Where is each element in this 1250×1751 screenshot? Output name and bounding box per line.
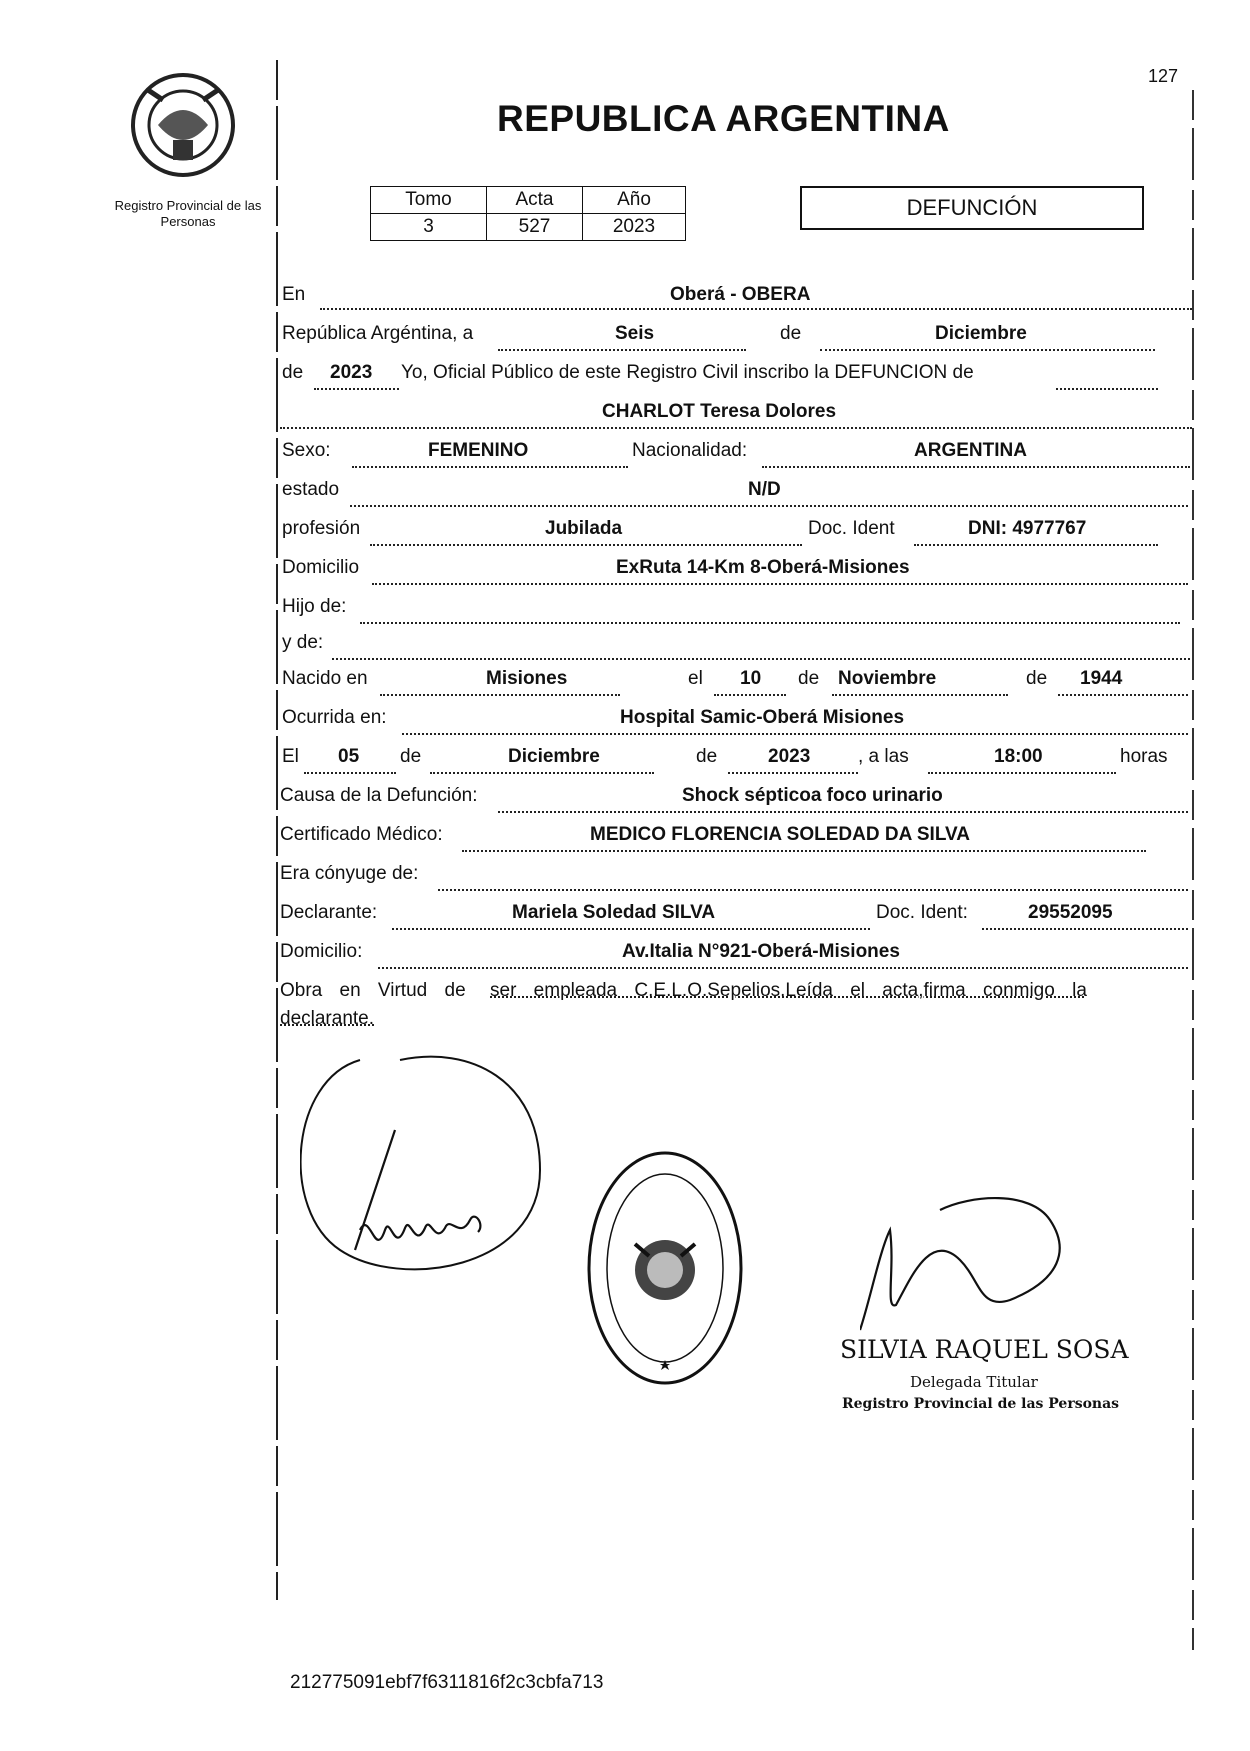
- dotted-line: [280, 427, 1192, 429]
- row-obra: [280, 980, 1180, 1040]
- provincial-coat-of-arms-logo: [128, 70, 238, 180]
- birth-year: 1944: [1080, 668, 1123, 689]
- obra-text: ser empleada C.E.L.O.Sepelios.Leída el acta,firma conmigo la: [490, 980, 1087, 1001]
- de-label: de: [1026, 668, 1048, 689]
- official-title: Delegada Titular: [910, 1373, 1038, 1391]
- nacionalidad-label: Nacionalidad:: [632, 440, 748, 461]
- dotted-line: [378, 967, 1188, 969]
- row-declarante: [280, 902, 1180, 932]
- birth-month: Noviembre: [838, 668, 937, 689]
- nacionalidad-value: ARGENTINA: [914, 440, 1027, 461]
- doc-label: Doc. Ident: [808, 518, 895, 539]
- profesion-value: Jubilada: [545, 518, 623, 539]
- right-margin-line: [1192, 90, 1194, 1650]
- official-name: SILVIA RAQUEL SOSA: [840, 1335, 1129, 1364]
- dotted-line: [832, 694, 1008, 696]
- row-domicilio-declarante: [280, 941, 1180, 971]
- dotted-line: [350, 505, 1188, 507]
- dotted-line: [332, 658, 1190, 660]
- dotted-line: [314, 388, 399, 390]
- dotted-line: [762, 466, 1190, 468]
- obra-label: Obra en Virtud de: [280, 980, 466, 1001]
- row-death-date: [280, 746, 1180, 776]
- republica-label: República Argéntina, a: [282, 323, 474, 344]
- certificado-value: MEDICO FLORENCIA SOLEDAD DA SILVA: [590, 824, 970, 845]
- dotted-line: [402, 733, 1188, 735]
- registry-header-ano: Año: [583, 187, 686, 214]
- row-declaration: [280, 362, 1180, 392]
- dotted-line: [928, 772, 1116, 774]
- row-birth: [280, 668, 1180, 698]
- hijo-label: Hijo de:: [282, 596, 347, 617]
- row-yde: [280, 632, 1180, 662]
- deceased-name: CHARLOT Teresa Dolores: [602, 401, 837, 422]
- profesion-label: profesión: [282, 518, 361, 539]
- declarante-label: Declarante:: [280, 902, 378, 923]
- domicilio2-label: Domicilio:: [280, 941, 363, 962]
- domicilio2-value: Av.Italia N°921-Oberá-Misiones: [622, 941, 900, 962]
- row-causa: [280, 785, 1180, 815]
- dotted-line: [372, 583, 1188, 585]
- day-word: Seis: [615, 323, 655, 344]
- page-number: 127: [1148, 66, 1179, 86]
- row-certificado: [280, 824, 1180, 854]
- nacido-place: Misiones: [486, 668, 568, 689]
- el-label: el: [688, 668, 703, 689]
- doc2-value: 29552095: [1028, 902, 1113, 923]
- row-profesion: [280, 518, 1180, 548]
- official-signature: [860, 1190, 1120, 1340]
- place-value: Oberá - OBERA: [670, 284, 811, 305]
- org-caption: Registro Provincial de las Personas: [114, 198, 262, 229]
- official-seal: [585, 1148, 745, 1388]
- row-sex: [280, 440, 1180, 470]
- alas-label: , a las: [858, 746, 909, 767]
- ocurrida-value: Hospital Samic-Oberá Misiones: [620, 707, 905, 728]
- de-label: de: [400, 746, 422, 767]
- en-label: En: [282, 284, 306, 305]
- dotted-line: [498, 811, 1188, 813]
- registry-header-tomo: Tomo: [371, 187, 487, 214]
- doc2-label: Doc. Ident:: [876, 902, 968, 923]
- dotted-line: [462, 850, 1146, 852]
- row-ocurrida: [280, 707, 1180, 737]
- certificado-label: Certificado Médico:: [280, 824, 443, 845]
- registry-value-tomo: 3: [371, 214, 487, 241]
- dotted-line: [982, 928, 1188, 930]
- yo-text: Yo, Oficial Público de este Registro Civil inscribo la DEFUNCION de: [401, 362, 974, 383]
- official-org: Registro Provincial de las Personas: [842, 1396, 1120, 1412]
- row-domicilio: [280, 557, 1180, 587]
- domicilio-label: Domicilio: [282, 557, 360, 578]
- de-label: de: [696, 746, 718, 767]
- death-year: 2023: [768, 746, 811, 767]
- dotted-line: [1056, 388, 1158, 390]
- yde-label: y de:: [282, 632, 324, 653]
- dotted-line: [320, 308, 1192, 310]
- dotted-line: [360, 622, 1180, 624]
- registry-value-ano: 2023: [583, 214, 686, 241]
- declarante-value: Mariela Soledad SILVA: [512, 902, 716, 923]
- death-time: 18:00: [994, 746, 1043, 767]
- estado-label: estado: [282, 479, 340, 500]
- causa-value: Shock sépticoa foco urinario: [682, 785, 943, 806]
- dotted-line: [820, 349, 1155, 351]
- registry-header-acta: Acta: [487, 187, 583, 214]
- dotted-line: [304, 772, 396, 774]
- row-place: [280, 284, 1180, 314]
- obra-text-2: declarante.: [280, 1008, 375, 1029]
- row-date: [280, 323, 1180, 353]
- doc-value: DNI: 4977767: [968, 518, 1087, 539]
- dotted-line: [370, 544, 802, 546]
- dotted-line: [714, 694, 786, 696]
- sexo-value: FEMENINO: [428, 440, 529, 461]
- horas-label: horas: [1120, 746, 1168, 767]
- death-month: Diciembre: [508, 746, 600, 767]
- de-label: de: [282, 362, 304, 383]
- month-value: Diciembre: [935, 323, 1027, 344]
- document-type-box: DEFUNCIÓN: [800, 186, 1144, 230]
- de-label: de: [780, 323, 802, 344]
- sexo-label: Sexo:: [282, 440, 331, 461]
- domicilio-value: ExRuta 14-Km 8-Oberá-Misiones: [616, 557, 910, 578]
- dotted-line: [430, 772, 654, 774]
- nacido-label: Nacido en: [282, 668, 368, 689]
- dotted-line: [438, 889, 1188, 891]
- registry-table: [370, 186, 686, 241]
- year-value: 2023: [330, 362, 373, 383]
- row-estado: [280, 479, 1180, 509]
- estado-value: N/D: [748, 479, 781, 500]
- el2-label: El: [282, 746, 299, 767]
- dotted-line: [380, 694, 620, 696]
- dotted-line: [728, 772, 858, 774]
- dotted-line: [352, 466, 628, 468]
- document-hash: 212775091ebf7f6311816f2c3cbfa713: [290, 1672, 604, 1693]
- registry-value-acta: 527: [487, 214, 583, 241]
- birth-day: 10: [740, 668, 762, 689]
- ocurrida-label: Ocurrida en:: [282, 707, 387, 728]
- page-title: REPUBLICA ARGENTINA: [497, 98, 950, 139]
- left-margin-line: [276, 60, 278, 1600]
- dotted-line: [392, 928, 870, 930]
- row-deceased-name: [280, 401, 1180, 431]
- declarant-signature: [300, 1050, 560, 1300]
- death-day: 05: [338, 746, 360, 767]
- row-hijo: [280, 596, 1180, 626]
- conyuge-label: Era cónyuge de:: [280, 863, 419, 884]
- row-conyuge: [280, 863, 1180, 893]
- dotted-line: [498, 349, 746, 351]
- dotted-line: [914, 544, 1158, 546]
- causa-label: Causa de la Defunción:: [280, 785, 478, 806]
- de-label: de: [798, 668, 820, 689]
- dotted-line: [1058, 694, 1188, 696]
